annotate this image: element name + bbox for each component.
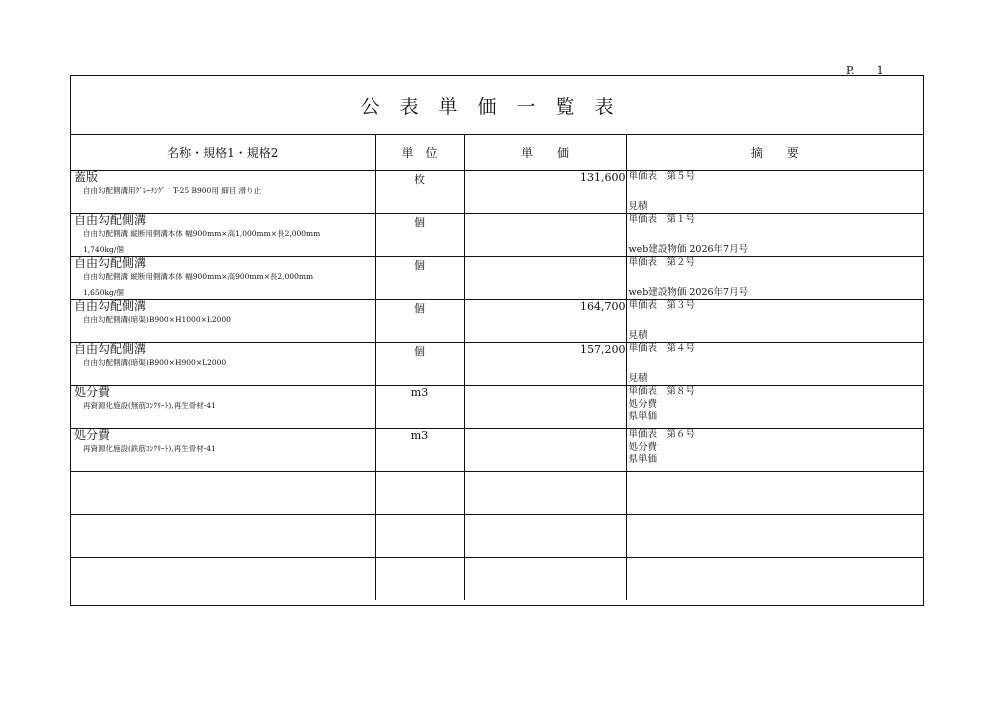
empty-row (71, 515, 923, 558)
header-remarks: 摘 要 (626, 134, 923, 171)
remarks-cell (626, 343, 923, 386)
empty-row (71, 472, 923, 515)
remarks-cell (626, 171, 923, 214)
item-spec: 再資源化施設(無筋ｺﾝｸﾘｰﾄ),再生骨材-41 (83, 401, 216, 410)
name-cell (71, 386, 375, 429)
table-body (71, 171, 923, 601)
item-name: 処分費 (74, 385, 111, 399)
item-spec: 自由勾配側溝 縦断用側溝本体 幅900mm×高1,000mm×長2,000mm (83, 229, 321, 238)
unit-cell: m3 (375, 429, 464, 472)
remarks-cell (626, 257, 923, 300)
remark-line: 単価表 第６号 (628, 429, 696, 440)
empty-cell (71, 558, 375, 601)
item-name: 処分費 (74, 428, 111, 442)
table-row (71, 343, 923, 386)
header-unit: 単 位 (375, 134, 464, 171)
price-cell: 157,200 (464, 343, 626, 386)
price-cell (464, 386, 626, 429)
price-cell (464, 257, 626, 300)
empty-cell (464, 515, 626, 558)
empty-cell (626, 558, 923, 601)
item-name: 自由勾配側溝 (74, 299, 147, 313)
unit-price-table (71, 134, 923, 600)
remark-line: 単価表 第８号 (628, 386, 696, 397)
table-header-row (71, 134, 923, 171)
item-spec: 自由勾配側溝用ｸﾞﾚｰﾁﾝｸﾞ T-25 B900用 細目 滑り止 (83, 186, 262, 195)
empty-cell (71, 515, 375, 558)
remark-line: 県単価 (628, 411, 658, 422)
empty-cell (464, 558, 626, 601)
empty-cell (464, 472, 626, 515)
header-name: 名称・規格1・規格2 (71, 134, 375, 171)
remark-line: 処分費 (628, 398, 658, 410)
item-spec: 自由勾配側溝(暗渠)B900×H1000×L2000 (83, 315, 231, 324)
page-number: P. 1 (846, 64, 884, 77)
empty-cell (626, 515, 923, 558)
table-row (71, 386, 923, 429)
remark-source: 見積 (628, 330, 648, 341)
empty-cell (626, 472, 923, 515)
unit-cell: m3 (375, 386, 464, 429)
header-price: 単 価 (464, 134, 626, 171)
price-cell: 164,700 (464, 300, 626, 343)
empty-row (71, 558, 923, 601)
table-row (71, 214, 923, 257)
remark-line: 単価表 第３号 (628, 300, 696, 311)
unit-cell: 個 (375, 214, 464, 257)
unit-cell: 枚 (375, 171, 464, 214)
item-name: 自由勾配側溝 (74, 213, 147, 227)
document-title: 公表単価一覧表 (71, 76, 923, 135)
item-name: 自由勾配側溝 (74, 342, 147, 356)
price-cell: 131,600 (464, 171, 626, 214)
name-cell (71, 257, 375, 300)
remark-line: 県単価 (628, 454, 658, 465)
remark-source: web建設物価 2026年7月号 (628, 244, 749, 255)
table-row (71, 300, 923, 343)
unit-cell: 個 (375, 300, 464, 343)
name-cell (71, 429, 375, 472)
item-spec-2: 1,740kg/個 (83, 245, 124, 254)
remarks-cell (626, 300, 923, 343)
unit-price-table-frame (70, 75, 924, 606)
empty-cell (375, 515, 464, 558)
remark-line: 単価表 第４号 (628, 343, 696, 354)
table-row (71, 429, 923, 472)
empty-cell (375, 472, 464, 515)
remarks-cell (626, 429, 923, 472)
price-cell (464, 429, 626, 472)
item-spec: 自由勾配側溝 縦断用側溝本体 幅900mm×高900mm×長2,000mm (83, 272, 314, 281)
item-name: 蓋版 (74, 170, 99, 184)
remarks-cell (626, 386, 923, 429)
item-name: 自由勾配側溝 (74, 256, 147, 270)
name-cell (71, 171, 375, 214)
empty-cell (71, 472, 375, 515)
price-cell (464, 214, 626, 257)
unit-cell: 個 (375, 343, 464, 386)
item-spec-2: 1,650kg/個 (83, 288, 124, 297)
name-cell (71, 300, 375, 343)
remark-source: web建設物価 2026年7月号 (628, 287, 749, 298)
remark-line: 単価表 第５号 (628, 171, 696, 182)
name-cell (71, 343, 375, 386)
table-row (71, 257, 923, 300)
remarks-cell (626, 214, 923, 257)
remark-line: 処分費 (628, 441, 658, 453)
remark-line: 単価表 第２号 (628, 257, 696, 268)
empty-cell (375, 558, 464, 601)
table-row (71, 171, 923, 214)
name-cell (71, 214, 375, 257)
item-spec: 再資源化施設(鉄筋ｺﾝｸﾘｰﾄ),再生骨材-41 (83, 444, 216, 453)
unit-cell: 個 (375, 257, 464, 300)
item-spec: 自由勾配側溝(暗渠)B900×H900×L2000 (83, 358, 227, 367)
remark-source: 見積 (628, 373, 648, 384)
remark-source: 見積 (628, 201, 648, 212)
remark-line: 単価表 第１号 (628, 214, 696, 225)
